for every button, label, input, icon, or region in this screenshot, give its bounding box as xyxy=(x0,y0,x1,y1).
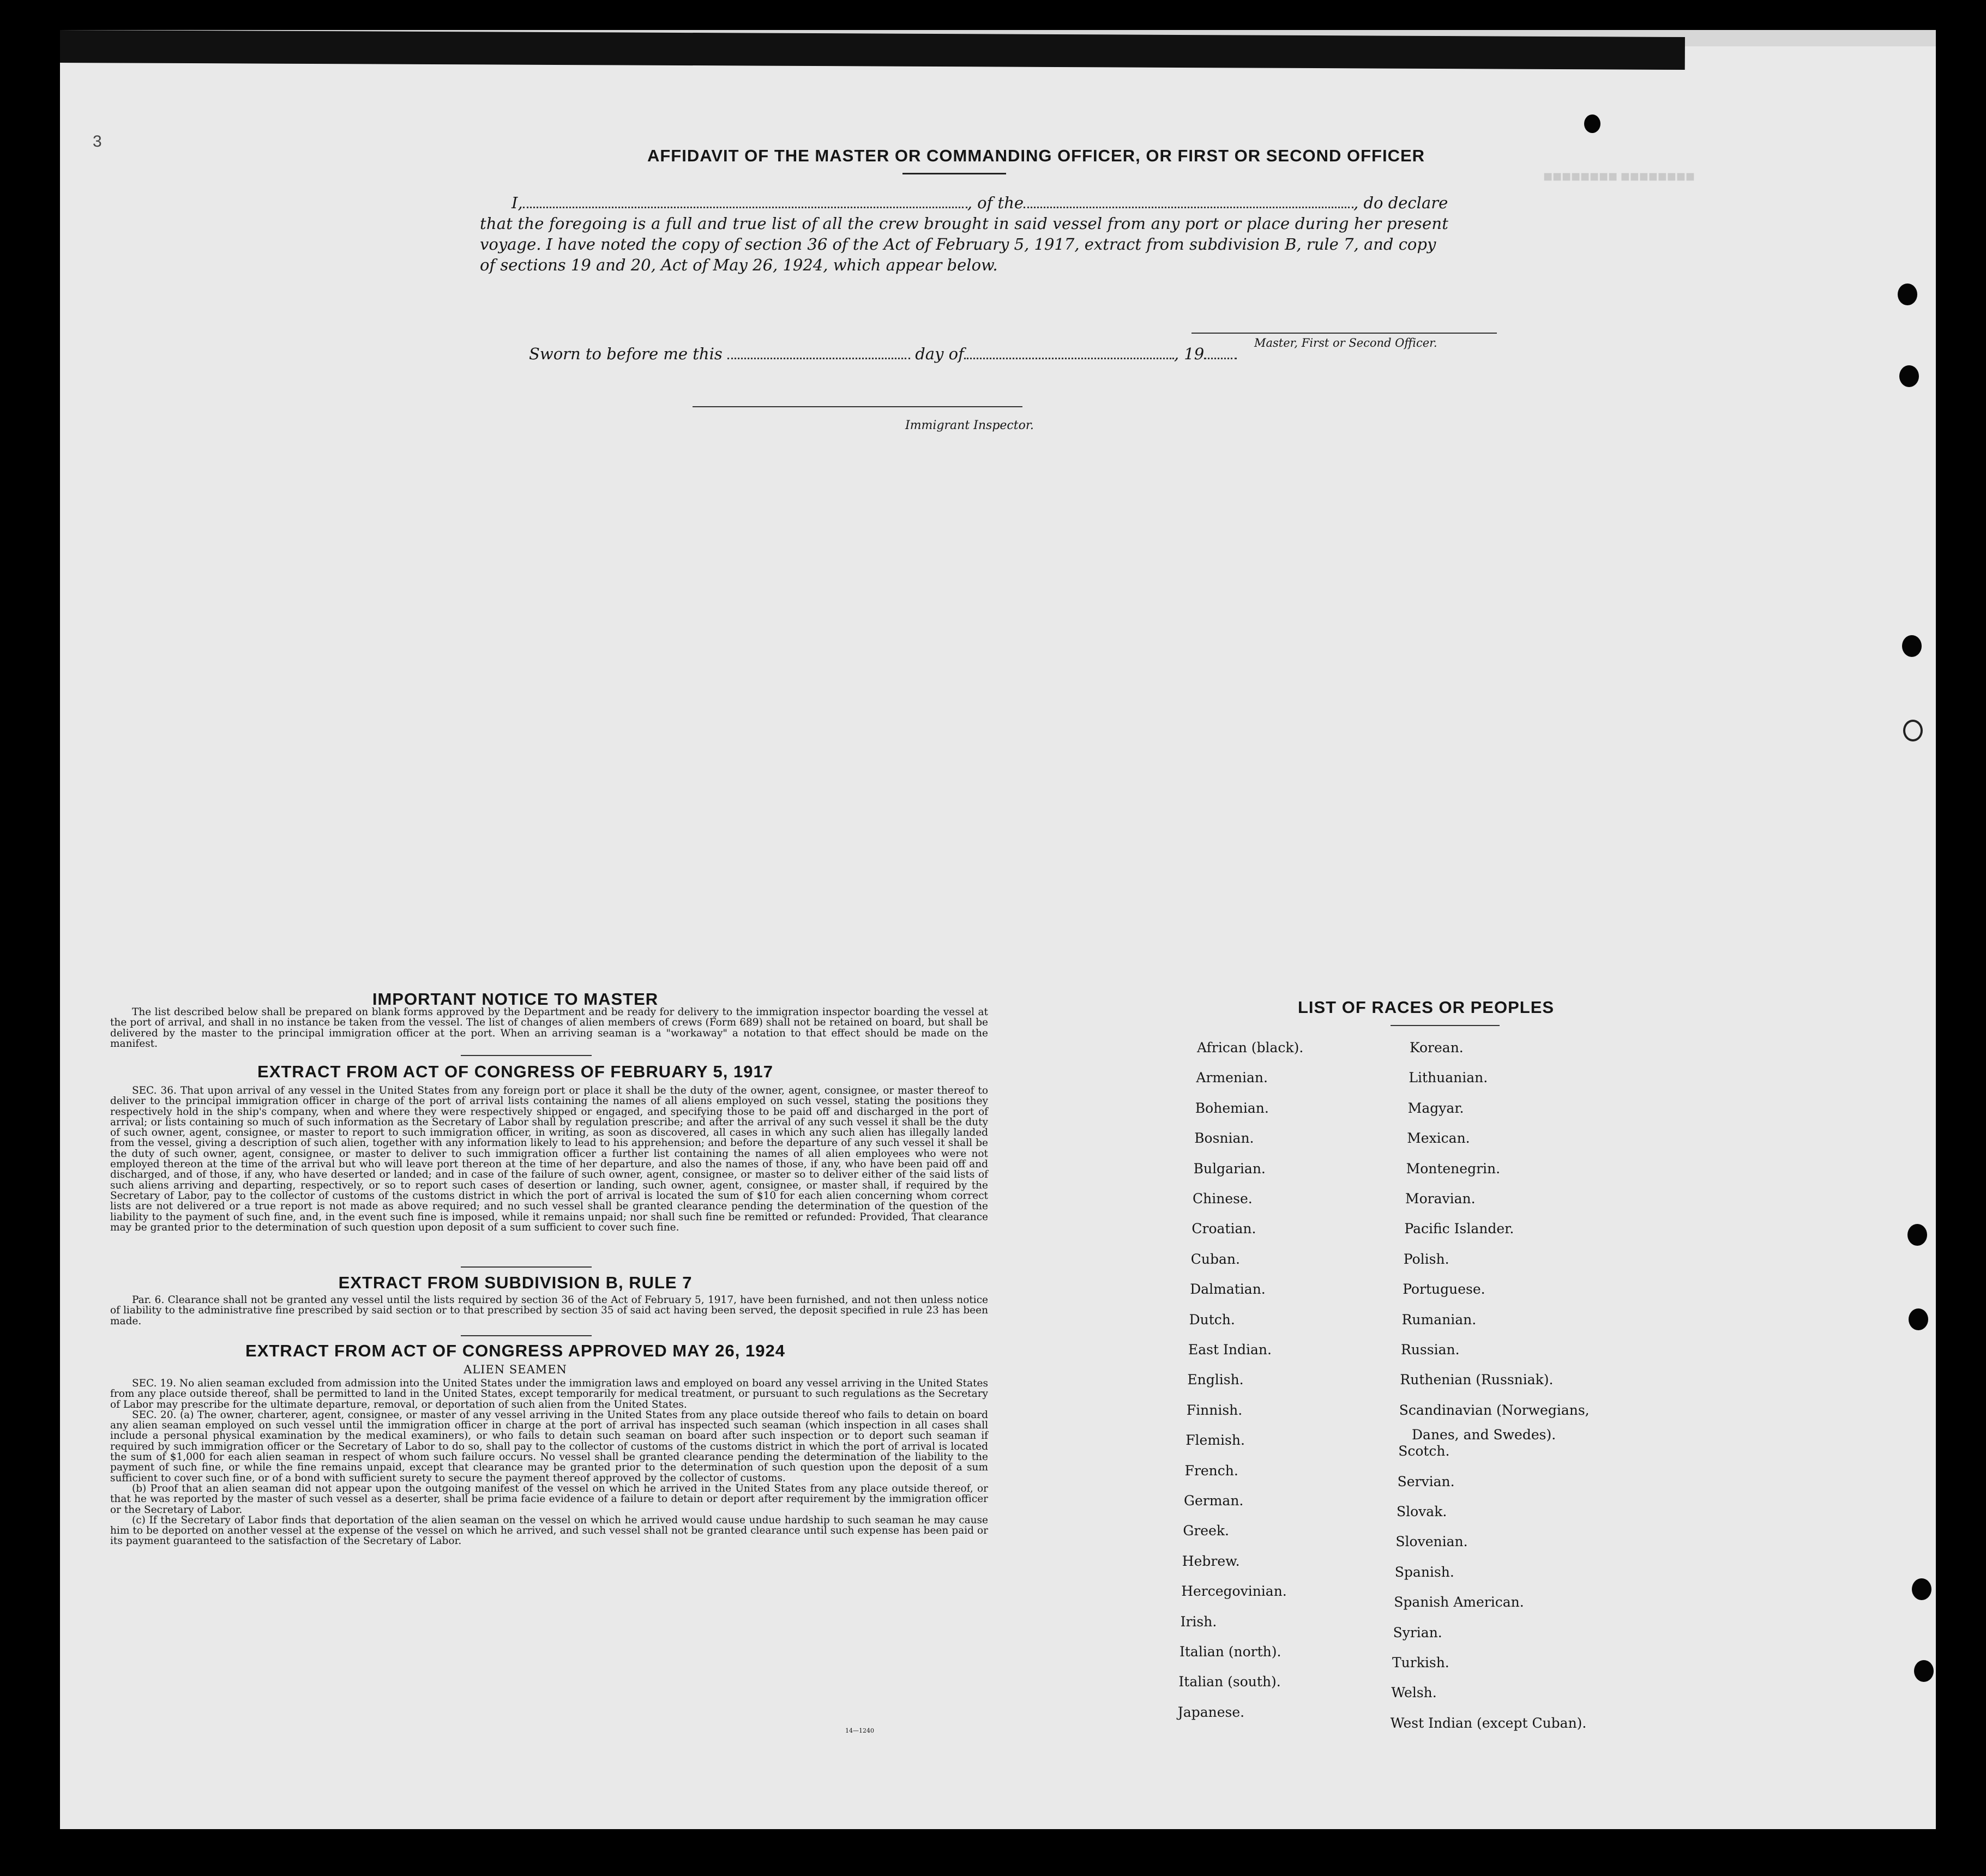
month-blank xyxy=(964,358,1174,359)
race-item: Japanese. xyxy=(1177,1704,1245,1720)
race-item: African (black). xyxy=(1197,1040,1304,1055)
race-item: Montenegrin. xyxy=(1406,1160,1501,1177)
race-item: Hercegovinian. xyxy=(1181,1583,1287,1600)
vessel-blank-line xyxy=(1024,207,1353,208)
sworn-text: Sworn to before me this xyxy=(529,345,723,363)
affidavit-line-2: that the foregoing is a full and true list of all the crew brought in said vessel from any port or place during her present xyxy=(480,214,1449,233)
top-edge-shadow xyxy=(60,30,1685,70)
race-item: Russian. xyxy=(1401,1342,1460,1358)
sec-20c-text: (c) If the Secretary of Labor finds that deportation of the alien seaman on the vessel on which he arrived would cause undue hardship to such seaman he may cause him to be deported on another vessel at the expense of the vessel on which he arrived, and such vessel shall not be granted clearance until such expense has been paid or its payment guaranteed to the satisfaction of the Secretary of Labor. xyxy=(110,1514,988,1547)
rule-7-paragraph xyxy=(110,1295,988,1326)
divider xyxy=(461,1335,592,1336)
master-signature-caption: Master, First or Second Officer. xyxy=(1254,336,1437,349)
divider xyxy=(902,173,1006,174)
divider xyxy=(461,1055,592,1056)
race-item: Italian (north). xyxy=(1179,1644,1281,1660)
affidavit-line-4: of sections 19 and 20, Act of May 26, 1924, which appear below. xyxy=(480,256,998,274)
race-item: Portuguese. xyxy=(1403,1281,1485,1298)
extract-1924-paragraphs xyxy=(110,1378,988,1547)
extract-1924-title: EXTRACT FROM ACT OF CONGRESS APPROVED MAY 26, 1924 xyxy=(245,1341,785,1360)
race-item: Slovenian. xyxy=(1395,1534,1468,1550)
race-item: Bohemian. xyxy=(1195,1100,1269,1116)
race-item: Mexican. xyxy=(1407,1130,1470,1147)
notice-paragraph xyxy=(110,1007,988,1049)
race-item: Servian. xyxy=(1397,1473,1455,1489)
notice-title: IMPORTANT NOTICE TO MASTER xyxy=(372,990,659,1009)
affidavit-line-3: voyage. I have noted the copy of section 36 of the Act of February 5, 1917, extract from subdivision B, rule 7, and copy xyxy=(480,235,1436,254)
sec-20b-text: (b) Proof that an alien seaman did not appear upon the outgoing manifest of the vessel on which he arrived in the United States from any place outside thereof, or that he was reported by the master of such vessel as a deserter, shall be prima facie evidence of a failure to detain or deport after requirement by the immigration officer or the Secretary of Labor. xyxy=(110,1482,988,1516)
alien-seamen-subtitle: ALIEN SEAMEN xyxy=(464,1363,567,1376)
rule-7-title: EXTRACT FROM SUBDIVISION B, RULE 7 xyxy=(338,1273,693,1292)
race-item: Chinese. xyxy=(1193,1191,1253,1207)
sec-20a-text: SEC. 20. (a) The owner, charterer, agent, consignee, or master of any vessel arriving in the United States from any place outside thereof who fails to detain on board any alien seaman employed on such vessel until the immigration officer in charge at the port of arrival has inspected such seaman (which inspection in all cases shall include a personal physical examination by the medical examiners), or who fails to detain such seaman on board after such inspection or to deport such seaman if required by such immigration officer or the Secretary of Labor to do so, shall pay to the collector of customs of the customs district in which the port of arrival is located the sum of $1,000 for each alien seaman in respect of whom such failure occurs. No vessel shall be granted clearance pending the determination of the liability to the payment of such fine, or while the fine remains unpaid, except that clearance may be granted prior to the determination of such question upon the deposit of a sum sufficient to cover such fine, or of a bond with sufficient surety to secure the payment thereof approved by the collector of customs. xyxy=(110,1409,988,1484)
affidavit-of-the: , of the xyxy=(967,194,1024,212)
page-number: 3 xyxy=(93,132,102,150)
race-item: Croatian. xyxy=(1191,1221,1256,1237)
extract-1917-paragraph xyxy=(110,1085,988,1233)
race-item: Irish. xyxy=(1180,1613,1217,1630)
race-item: Pacific Islander. xyxy=(1404,1221,1514,1237)
race-item: Rumanian. xyxy=(1401,1311,1477,1328)
race-item: Hebrew. xyxy=(1182,1553,1240,1569)
divider xyxy=(461,1266,592,1268)
punch-hole xyxy=(1902,635,1922,657)
punch-hole xyxy=(1584,114,1600,133)
race-item: Polish. xyxy=(1403,1251,1449,1267)
race-item: Dalmatian. xyxy=(1190,1281,1266,1298)
race-item: German. xyxy=(1184,1493,1244,1509)
punch-hole xyxy=(1899,365,1919,387)
punch-hole xyxy=(1909,1308,1928,1330)
extract-1917-title: EXTRACT FROM ACT OF CONGRESS OF FEBRUARY 5, 1917 xyxy=(257,1062,773,1081)
sworn-line xyxy=(529,345,1237,363)
race-item: Scotch. xyxy=(1398,1443,1450,1459)
affidavit-line-1 xyxy=(511,194,1448,212)
document-sheet xyxy=(60,30,1936,1829)
race-item: Flemish. xyxy=(1185,1432,1245,1449)
race-item: Spanish. xyxy=(1394,1564,1454,1580)
race-item: English. xyxy=(1187,1372,1244,1388)
race-item: Dutch. xyxy=(1189,1311,1235,1328)
punch-hole xyxy=(1907,1224,1927,1246)
race-item: Scandinavian (Norwegians, xyxy=(1399,1402,1590,1418)
sec-19-text: SEC. 19. No alien seaman excluded from admission into the United States under the immigration laws and employed on board any vessel arriving in the United States from any place outside thereof, shall be permitted to land in the United States, except temporarily for medical treatment, or pursuant to such regulations as the Secretary of Labor may prescribe for the ultimate departure, removal, or deportation of such alien from the United States. xyxy=(110,1378,988,1410)
form-number: 14—1240 xyxy=(845,1727,874,1734)
affidavit-i: I, xyxy=(511,194,523,212)
race-item: Italian (south). xyxy=(1178,1674,1281,1690)
year-blank xyxy=(1204,358,1237,359)
race-item: Bosnian. xyxy=(1194,1130,1254,1147)
inspector-signature-caption: Immigrant Inspector. xyxy=(905,419,1034,432)
divider xyxy=(1391,1025,1500,1026)
name-blank-line xyxy=(523,207,967,208)
inspector-signature-line xyxy=(693,406,1022,407)
race-item: Welsh. xyxy=(1391,1685,1437,1701)
race-item: Spanish American. xyxy=(1394,1594,1524,1610)
race-item: Finnish. xyxy=(1186,1402,1243,1418)
punch-hole xyxy=(1914,1660,1934,1682)
punch-hole xyxy=(1912,1578,1931,1600)
master-signature-line xyxy=(1191,333,1497,334)
race-item: Moravian. xyxy=(1405,1191,1476,1207)
race-item: Armenian. xyxy=(1196,1070,1268,1086)
race-item: Turkish. xyxy=(1392,1655,1449,1670)
race-item: Magyar. xyxy=(1407,1100,1464,1116)
race-item: Greek. xyxy=(1183,1523,1229,1539)
punch-hole xyxy=(1903,720,1923,741)
punch-hole xyxy=(1898,283,1917,305)
race-item: Cuban. xyxy=(1190,1251,1240,1267)
notice-text: The list described below shall be prepared on blank forms approved by the Department and be ready for delivery to the immigration inspector boarding the vessel at the port of arrival, and shall in no instance be taken from the vessel. The list of changes of alien members of crews (Form 689) shall not be retained on board, but shall be delivered by the master to the principal immigration officer at the port. When an arriving seaman is a "workaway" a notation to that effect should be made on the manifest. xyxy=(110,1006,988,1049)
race-item: French. xyxy=(1184,1462,1238,1479)
affidavit-title: AFFIDAVIT OF THE MASTER OR COMMANDING OFFICER, OR FIRST OR SECOND OFFICER xyxy=(647,146,1425,165)
race-item: West Indian (except Cuban). xyxy=(1390,1715,1587,1731)
race-item: Lithuanian. xyxy=(1409,1070,1488,1086)
race-item: Korean. xyxy=(1410,1040,1464,1055)
race-item: Slovak. xyxy=(1397,1504,1447,1519)
affidavit-declare: , do declare xyxy=(1353,194,1448,212)
race-item: East Indian. xyxy=(1188,1342,1272,1358)
rule-7-text: Par. 6. Clearance shall not be granted any vessel until the lists required by section 36 of the Act of February 5, 1917, have been furnished, and not then unless notice of liability to the administrative fine prescribed by said section or to that prescribed by section 35 of said act having been served, the deposit specified in rule 23 has been made. xyxy=(110,1294,988,1327)
year-text: , 19 xyxy=(1173,345,1205,363)
sworn-date-blank xyxy=(727,358,910,359)
extract-1917-text: SEC. 36. That upon arrival of any vessel in the United States from any foreign port or place it shall be the duty of the owner, agent, consignee, or master thereof to deliver to the principal immigration officer in charge of the port of arrival lists containing the names of all aliens employed on such vessel, stating the positions they respectively hold in the ship's company, when and where they were respectively shipped or engaged, and specifying those to be paid off and discharged in the port of arrival; or lists containing so much of such information as the Secretary of Labor shall by regulation prescribe; and after the arrival of any such vessel it shall be the duty of such owner, agent, consignee, or master to report to such immigration officer, in writing, as soon as discovered, all cases in which any such alien has illegally landed from the vessel, giving a description of such alien, together with any information likely to lead to his apprehension; and before the departure of any such vessel it shall be the duty of such owner, agent, consignee, or master to deliver to such immigration officer a further list containing the names of all alien employees who were not employed thereon at the time of the arrival but who will leave port thereon at the time of her departure, and also the names of those, if any, who have been paid off and discharged, and of those, if any, who have deserted or landed; and in case of the failure of such owner, agent, consignee, or master so to deliver either of the said lists of such aliens arriving and departing, respectively, or so to report such cases of desertion or landing, such owner, agent, consignee, or master shall, if required by the Secretary of Labor, pay to the collector of customs of the customs district in which the port of arrival is located the sum of $10 for each alien concerning whom correct lists are not delivered or a true report is not made as above required; and no such vessel shall be granted clearance pending the determination of the question of the liability to the payment of such fine, and, in the event such fine is imposed, while it remains unpaid; nor shall such fine be remitted or refunded: Provided, That clearance may be granted prior to the determination of such question upon deposit of a sum sufficient to cover such fine. xyxy=(110,1085,988,1233)
day-of-text: day of xyxy=(915,345,964,363)
race-item: Syrian. xyxy=(1393,1624,1442,1640)
bleed-through-mark: ■■■■■■■■ ■■■■■■■■ xyxy=(1543,171,1695,182)
race-item-continued: Danes, and Swedes). xyxy=(1412,1427,1556,1443)
races-title: LIST OF RACES OR PEOPLES xyxy=(1297,998,1555,1017)
race-item: Ruthenian (Russniak). xyxy=(1400,1372,1554,1388)
race-item: Bulgarian. xyxy=(1193,1160,1266,1177)
